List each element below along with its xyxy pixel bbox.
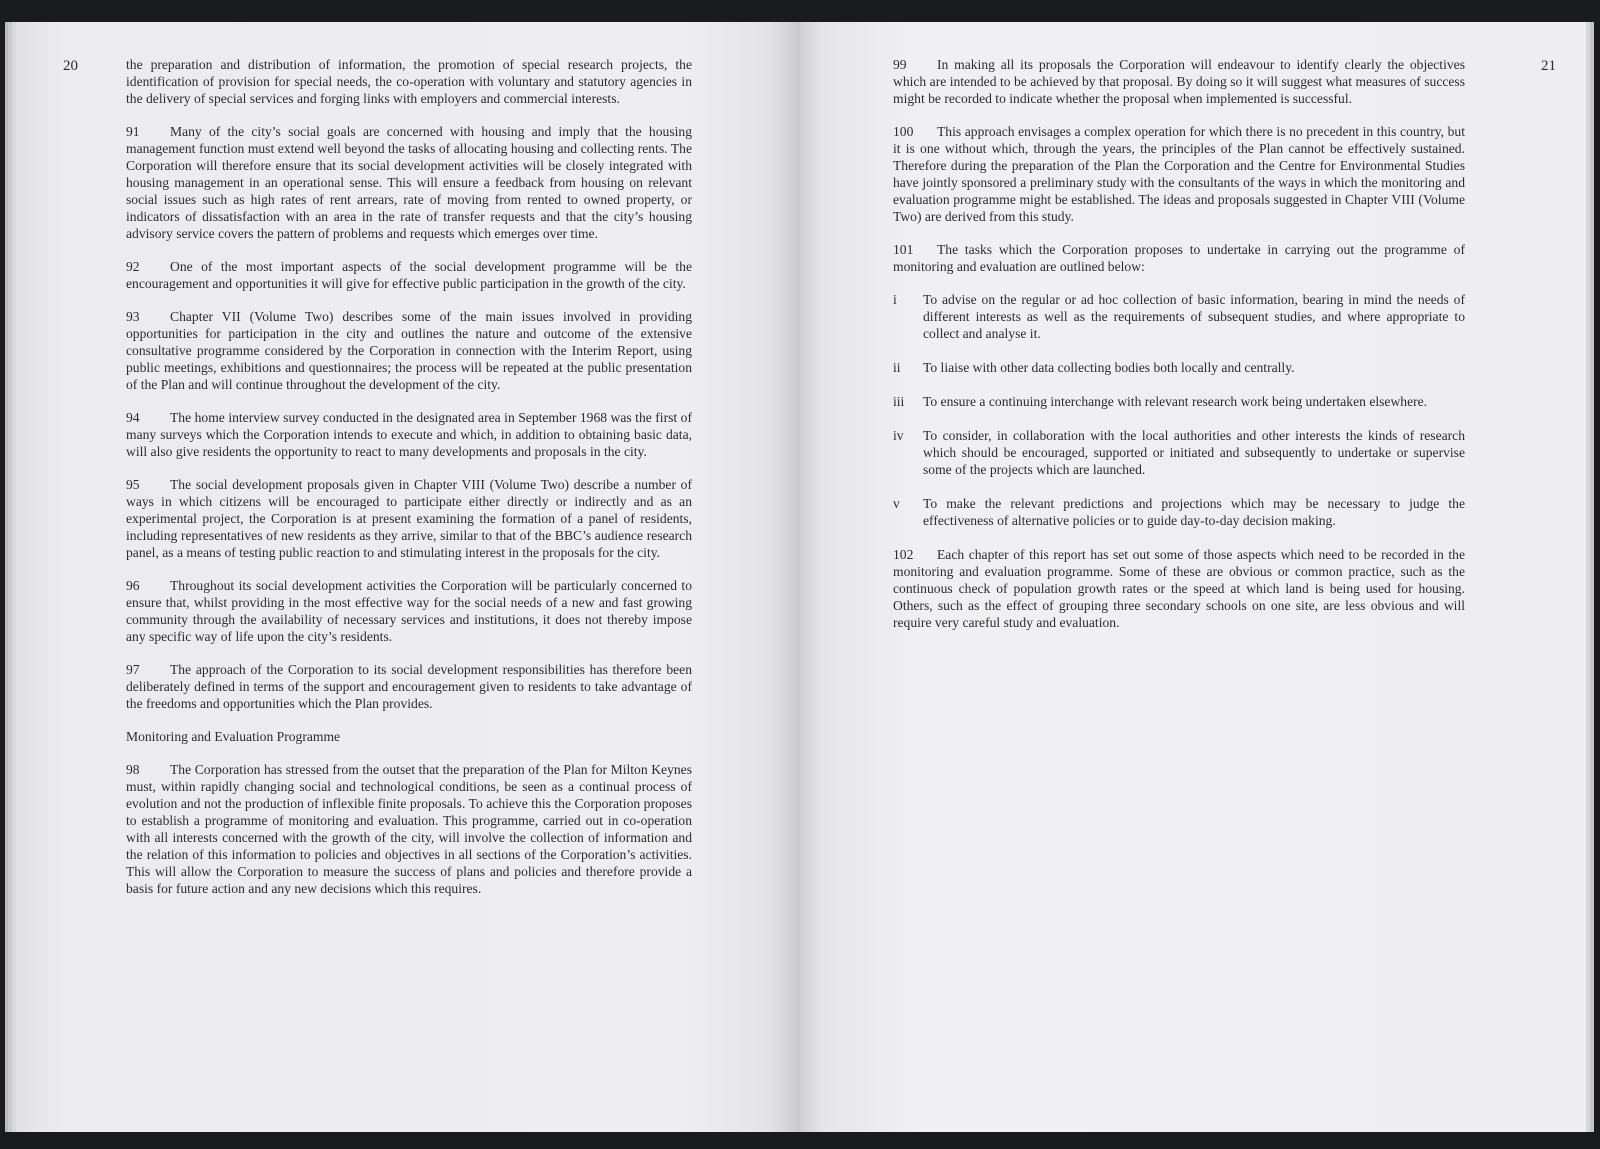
page-number-left: 20 bbox=[63, 58, 78, 74]
list-item-text: To make the relevant predictions and projections which may be necessary to judge the effectiveness of alternative policies or to guide day-to-day decision making. bbox=[923, 496, 1465, 528]
paragraph-text: The Corporation has stressed from the outset that the preparation of the Plan for Milton Keynes must, within rapidly changing social and technological conditions, be seen as a continual process of evolution and not the production of inflexible finite proposals. To achieve this the Corporation proposes to establish a programme of monitoring and evaluation. This programme, carried out in co-operation with all interests concerned with the growth of the city, will involve the collection of information and the relation of this information to policies and objectives in all sections of the Corporation’s activities. This will allow the Corporation to measure the success of plans and policies and therefore provide a basis for future action and any new decisions which this requires. bbox=[126, 762, 692, 896]
list-marker: ii bbox=[893, 360, 901, 375]
paragraph-number: 97 bbox=[126, 662, 140, 677]
paragraph-93 bbox=[126, 308, 692, 393]
paragraph-text: Chapter VII (Volume Two) describes some of the main issues involved in providing opportunities for participation in the city and outlines the nature and outcome of the extensive consultative programme considered by the Corporation in connection with the Interim Report, using public meetings, exhibitions and questionnaires; the process will be repeated at the public presentation of the Plan and will continue throughout the development of the city. bbox=[126, 309, 692, 392]
paragraph-text: The social development proposals given in Chapter VIII (Volume Two) describe a number of ways in which citizens will be encouraged to participate either directly or indirectly and as an experimental project, the Corporation is at present examining the formation of a panel of residents, including representatives of new residents as they arrive, similar to that of the BBC’s audience research panel, as a means of testing public reaction to and stimulating interest in the proposals for the city. bbox=[126, 477, 692, 560]
paragraph-98 bbox=[126, 761, 692, 897]
right-page bbox=[800, 22, 1586, 1132]
paragraph-continued bbox=[126, 56, 692, 107]
section-subheading: Monitoring and Evaluation Programme bbox=[126, 729, 341, 744]
paragraph-text: One of the most important aspects of the social development programme will be the encouragement and opportunities it will give for effective public participation in the growth of the city. bbox=[126, 259, 692, 291]
paragraph-text: Each chapter of this report has set out some of those aspects which need to be recorded in the monitoring and evaluation programme. Some of these are obvious or common practice, such as the continuous check of population growth rates or the speed at which land is being used for housing. Others, such as the effect of grouping three secondary schools on one site, are less obvious and will require very careful study and evaluation. bbox=[893, 547, 1465, 630]
left-text-column bbox=[126, 56, 692, 913]
paragraph-text: In making all its proposals the Corporation will endeavour to identify clearly the objectives which are intended to be achieved by that proposal. By doing so it will suggest what measures of success might be recorded to indicate whether the proposal when implemented is successful. bbox=[893, 57, 1465, 106]
paragraph-text: This approach envisages a complex operation for which there is no precedent in this country, but it is one without which, through the years, the principles of the Plan cannot be effectively sustained. Therefore during the preparation of the Plan the Corporation and the Centre for Environmental Studies have jointly sponsored a preliminary study with the consultants of the ways in which the monitoring and evaluation programme might be established. The ideas and proposals suggested in Chapter VIII (Volume Two) are derived from this study. bbox=[893, 124, 1465, 224]
paragraph-number: 100 bbox=[893, 124, 914, 139]
list-item bbox=[893, 393, 1465, 410]
paragraph-97 bbox=[126, 661, 692, 712]
paragraph-101 bbox=[893, 241, 1465, 275]
paragraph-number: 91 bbox=[126, 124, 140, 139]
list-marker: i bbox=[893, 292, 897, 307]
paragraph-text: Throughout its social development activities the Corporation will be particularly concerned to ensure that, whilst providing in the most effective way for the social needs of a new and fast growing community through the availability of necessary services and institutions, it does not thereby impose any specific way of life upon the city’s residents. bbox=[126, 578, 692, 644]
list-marker: iii bbox=[893, 394, 905, 409]
page-number-right: 21 bbox=[1541, 58, 1556, 74]
paragraph-95 bbox=[126, 476, 692, 561]
list-item-text: To consider, in collaboration with the local authorities and other interests the kinds of research which should be encouraged, supported or initiated and subsequently to undertake or supervise some of the projects which are launched. bbox=[923, 428, 1465, 477]
list-item bbox=[893, 495, 1465, 529]
paragraph-number: 94 bbox=[126, 410, 140, 425]
list-item-text: To liaise with other data collecting bodies both locally and centrally. bbox=[923, 360, 1295, 375]
paragraph-91 bbox=[126, 123, 692, 242]
paragraph-92 bbox=[126, 258, 692, 292]
list-marker: v bbox=[893, 496, 900, 511]
paragraph-text: The home interview survey conducted in the designated area in September 1968 was the first of many surveys which the Corporation intends to execute and which, in addition to obtaining basic data, will also give residents the opportunity to react to many developments and proposals in the city. bbox=[126, 410, 692, 459]
paragraph-text: Many of the city’s social goals are concerned with housing and imply that the housing management function must extend well beyond the tasks of allocating housing and collecting rents. The Corporation will therefore ensure that its social development activities will be closely integrated with housing management in an operational sense. This will ensure a feedback from housing on relevant social issues such as high rates of rent arrears, rate of moving from rented to owned property, or indicators of dissatisfaction with an area in the rate of transfer requests and that the city’s housing advisory service covers the pattern of problems and requests which emerges over time. bbox=[126, 124, 692, 241]
list-marker: iv bbox=[893, 428, 904, 443]
paragraph-number: 98 bbox=[126, 762, 140, 777]
paragraph-number: 93 bbox=[126, 309, 140, 324]
paragraph-number: 95 bbox=[126, 477, 140, 492]
list-item bbox=[893, 291, 1465, 342]
paragraph-text: The approach of the Corporation to its social development responsibilities has therefore been deliberately defined in terms of the support and encouragement given to residents to take advantage of the freedoms and opportunities which the Plan provides. bbox=[126, 662, 692, 711]
paragraph-number: 101 bbox=[893, 242, 914, 257]
paragraph-94 bbox=[126, 409, 692, 460]
list-item-text: To advise on the regular or ad hoc collection of basic information, bearing in mind the needs of different interests as well as the requirements of subsequent studies, and where appropriate to collect and analyse it. bbox=[923, 292, 1465, 341]
paragraph-number: 99 bbox=[893, 57, 907, 72]
paragraph-96 bbox=[126, 577, 692, 645]
paragraph-102 bbox=[893, 546, 1465, 631]
paragraph-number: 96 bbox=[126, 578, 140, 593]
right-text-column bbox=[893, 56, 1465, 647]
paragraph-text: The tasks which the Corporation proposes to undertake in carrying out the programme of monitoring and evaluation are outlined below: bbox=[893, 242, 1465, 274]
paragraph-99 bbox=[893, 56, 1465, 107]
list-item bbox=[893, 359, 1465, 376]
left-page bbox=[16, 22, 800, 1132]
paragraph-text: the preparation and distribution of information, the promotion of special research projects, the identification of provision for special needs, the co-operation with voluntary and statutory agencies in the delivery of special services and forging links with employers and commercial interests. bbox=[126, 57, 692, 106]
paragraph-100 bbox=[893, 123, 1465, 225]
paragraph-number: 92 bbox=[126, 259, 140, 274]
list-item bbox=[893, 427, 1465, 478]
list-item-text: To ensure a continuing interchange with relevant research work being undertaken elsewhere. bbox=[923, 394, 1428, 409]
paragraph-number: 102 bbox=[893, 547, 914, 562]
